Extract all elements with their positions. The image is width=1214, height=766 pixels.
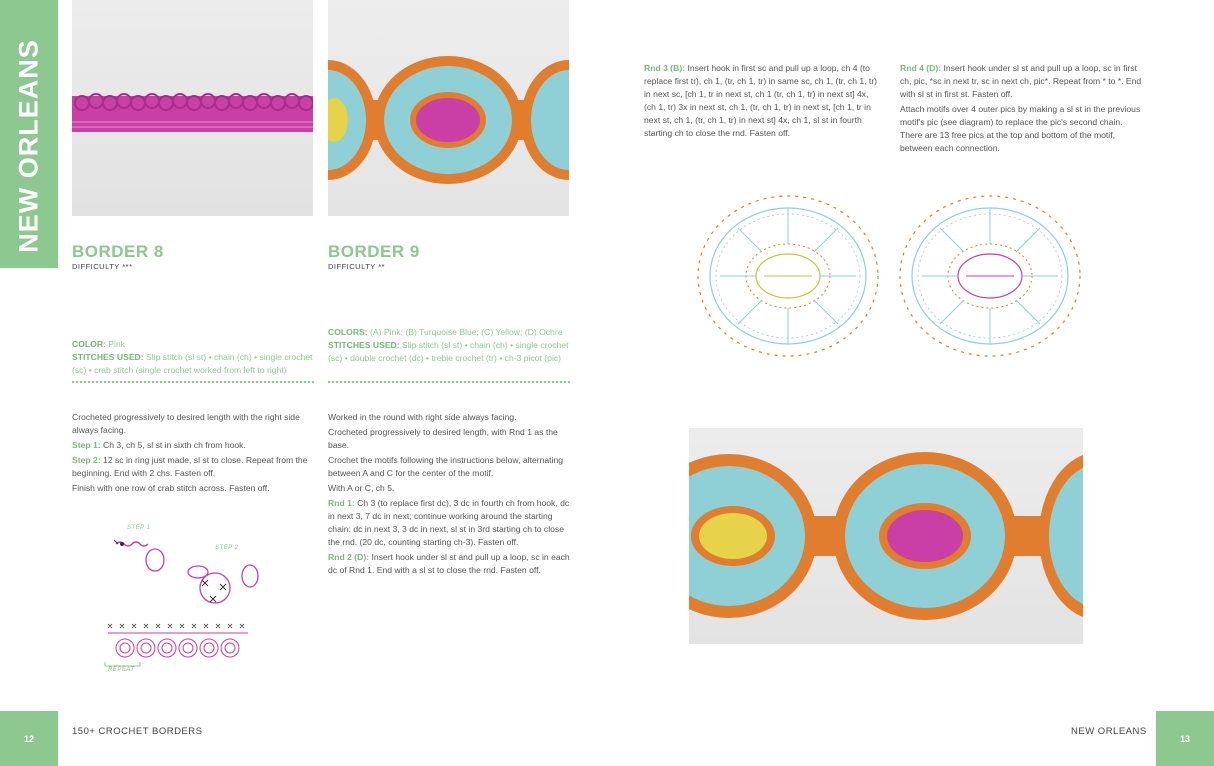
border8-finish: Finish with one row of crab stitch across. Fasten off. bbox=[72, 483, 270, 493]
border9-spec bbox=[328, 326, 570, 365]
border8-spec bbox=[72, 338, 314, 377]
diagram-repeat-label: REPEAT bbox=[108, 667, 135, 673]
stitches-label: STITCHES USED: bbox=[72, 352, 144, 362]
rnd1-label: Rnd 1: bbox=[328, 498, 355, 508]
border8-instructions bbox=[72, 411, 314, 497]
step1-label: Step 1: bbox=[72, 440, 101, 450]
footer-chapter-title: NEW ORLEANS bbox=[1071, 726, 1147, 737]
border9-title: BORDER 9 bbox=[328, 242, 420, 261]
stitches-value: Slip stitch (sl st) • chain (ch) • single crochet (sc) • double crochet (dc) • treble crochet (tr) • ch-3 picot (pic) bbox=[328, 340, 569, 363]
attach-text: Attach motifs over 4 outer pics by making a sl st in the previous motif's pic (see diagram) to replace the pic's second chain. There are 13 free pics at the top and bottom of the motif, between each connection. bbox=[900, 104, 1141, 153]
colors-label: COLORS: bbox=[328, 327, 368, 337]
stitches-value: Slip stitch (sl st) • chain (ch) • single crochet (sc) • crab stitch (single crochet worked from left to right) bbox=[72, 352, 313, 375]
step1-text: Ch 3, ch 5, sl st in sixth ch from hook. bbox=[103, 440, 246, 450]
border9-p4: With A or C, ch 5. bbox=[328, 483, 395, 493]
footer-book-title: 150+ CROCHET BORDERS bbox=[72, 726, 203, 737]
border9-stitch-diagram bbox=[690, 188, 1095, 366]
step2-label: Step 2: bbox=[72, 455, 101, 465]
border8-stitch-diagram bbox=[100, 530, 270, 670]
page-number-left-tab bbox=[0, 711, 58, 766]
border8-divider bbox=[72, 381, 314, 383]
border9-divider bbox=[328, 381, 570, 383]
border9-p2: Crocheted progressively to desired length, with Rnd 1 as the base. bbox=[328, 427, 558, 450]
rnd4-block bbox=[900, 62, 1144, 157]
border9-instructions bbox=[328, 411, 570, 579]
rnd3-label: Rnd 3 (B): bbox=[644, 63, 686, 73]
border8-intro: Crocheted progressively to desired length with the right side always facing. bbox=[72, 412, 300, 435]
side-title: NEW ORLEANS bbox=[13, 39, 44, 253]
step2-text: 12 sc in ring just made, sl st to close. Repeat from the beginning. End with 2 chs. Fasten off. bbox=[72, 455, 308, 478]
border9-large-photo bbox=[689, 428, 1083, 644]
rnd4-label: Rnd 4 (D): bbox=[900, 63, 942, 73]
border8-difficulty: DIFFICULTY *** bbox=[72, 262, 133, 271]
border8-photo bbox=[72, 0, 313, 216]
rnd2-label: Rnd 2 (D): bbox=[328, 552, 370, 562]
diagram-step1-label: STEP 1 bbox=[127, 525, 151, 531]
rnd4-text: Insert hook under sl st and pull up a loop, sc in first ch, pic, *sc in next tr, sc in next ch, pic*. Repeat from * to *. End with sl st in first st. Fasten off. bbox=[900, 63, 1142, 99]
border9-p3: Crochet the motifs following the instructions below, alternating between A and C for the center of the motif. bbox=[328, 455, 564, 478]
rnd1-text: Ch 3 (to replace first dc), 3 dc in fourth ch from hook, dc in next 3, 7 dc in next; continue working around the starting chain: dc in next 3, 3 dc in next, sl st in 3rd starting ch to close the rnd. (20 dc, counting starting ch-3). Fasten off. bbox=[328, 498, 570, 547]
color-value: Pink bbox=[108, 339, 126, 349]
border9-p1: Worked in the round with right side always facing. bbox=[328, 412, 517, 422]
rnd2-text: Insert hook under sl st and pull up a loop, sc in each dc of Rnd 1. End with a sl st to close the rnd. Fasten off. bbox=[328, 552, 570, 575]
diagram-step2-label: STEP 2 bbox=[215, 545, 239, 551]
page-number-right-tab bbox=[1156, 711, 1214, 766]
border8-title: BORDER 8 bbox=[72, 242, 164, 261]
stitches-label: STITCHES USED: bbox=[328, 340, 400, 350]
border9-difficulty: DIFFICULTY ** bbox=[328, 262, 386, 271]
side-title-tab bbox=[0, 0, 58, 268]
colors-value: (A) Pink; (B) Turquoise Blue; (C) Yellow; (D) Ochre bbox=[370, 327, 563, 337]
rnd3-text: Insert hook in first sc and pull up a loop, ch 4 (to replace first tr), ch 1, (tr, ch 1, tr) in same sc, ch 1, (tr, ch 1, tr) in next sc, [ch 1, tr in next st, ch 1 (tr, ch 1, tr) in next st] 4x, (ch 1, tr) 3x in next st, ch 1, (tr, ch 1, tr) in next st, [ch 1, tr in next st, ch 1, (tr, ch 1, tr) in next st] 4x, ch 1, sl st in fourth starting ch to close the rnd. Fasten off. bbox=[644, 63, 878, 138]
page-number-left: 12 bbox=[23, 733, 34, 744]
color-label: COLOR: bbox=[72, 339, 106, 349]
rnd3-block bbox=[644, 62, 882, 142]
page-number-right: 13 bbox=[1179, 733, 1190, 744]
border9-photo bbox=[328, 0, 569, 216]
